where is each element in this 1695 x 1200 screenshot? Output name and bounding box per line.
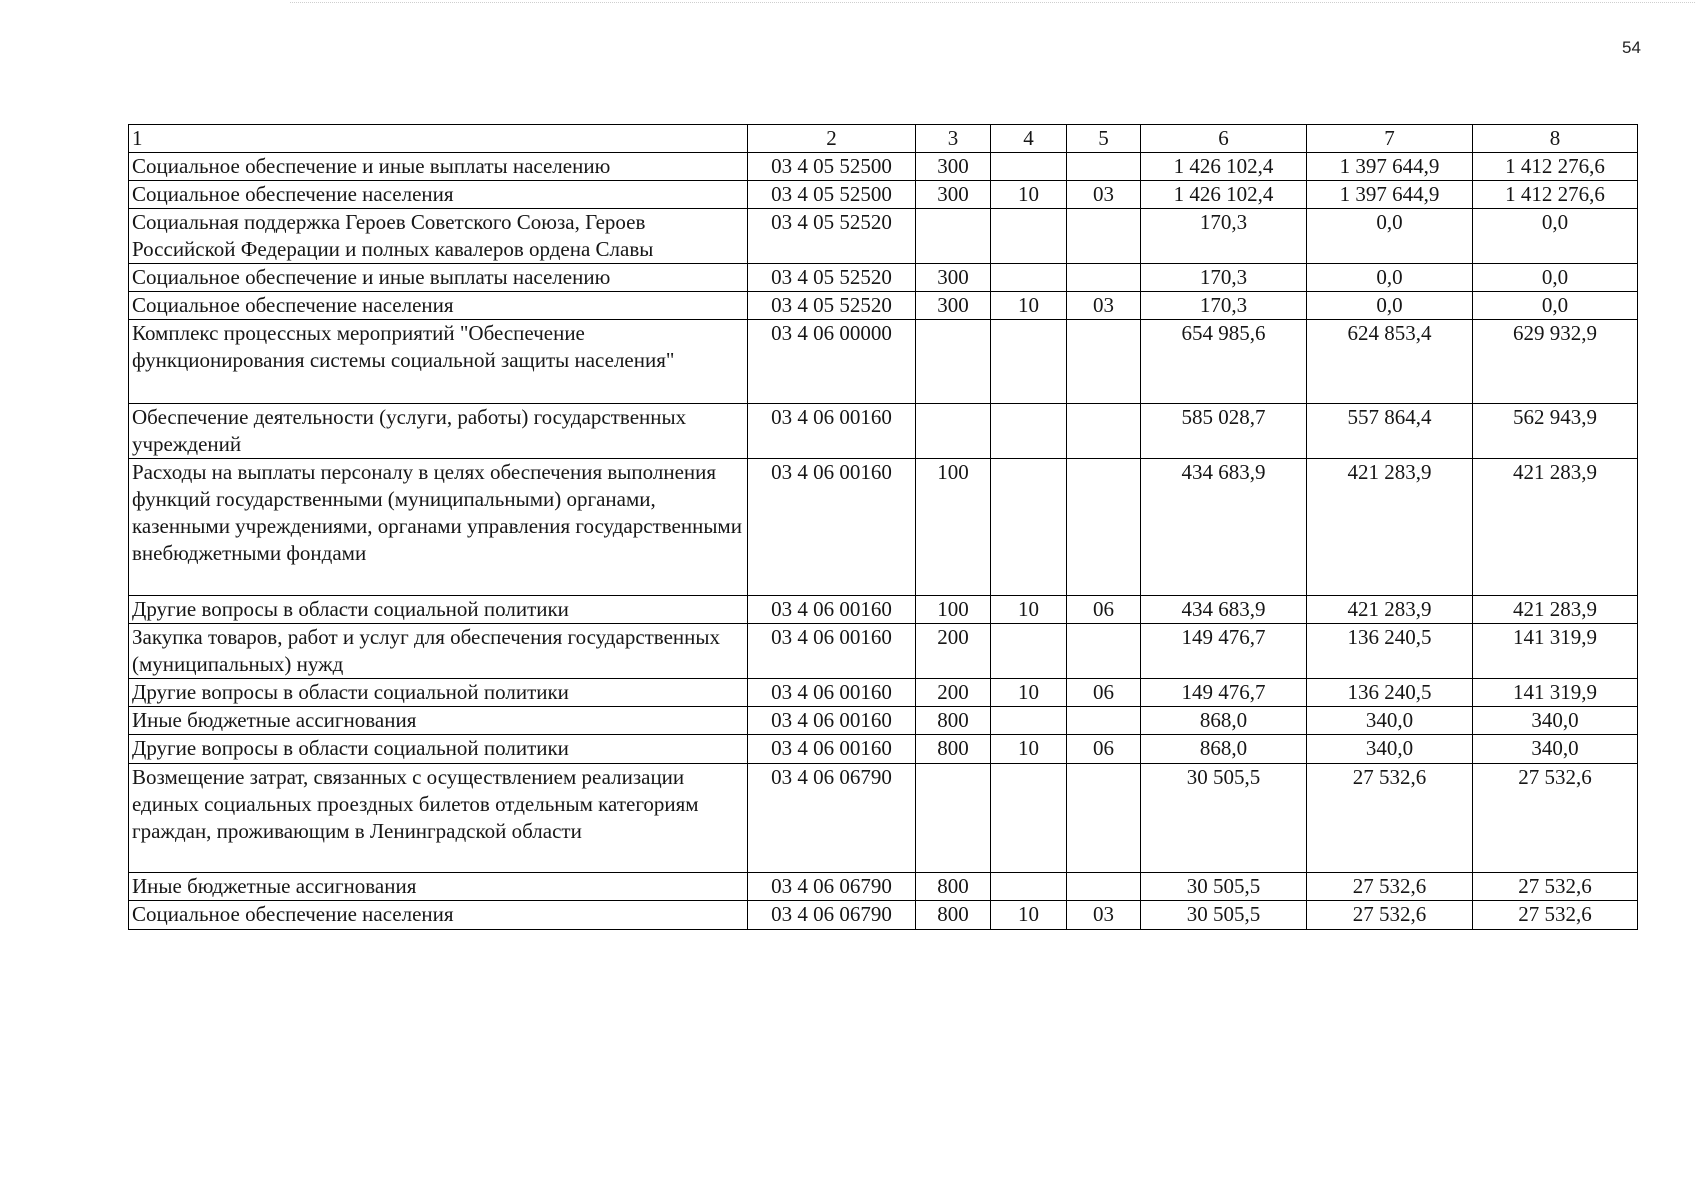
amount-cell-8: 340,0 [1473, 735, 1638, 764]
amount-cell-7: 340,0 [1307, 735, 1473, 764]
column-number: 1 [129, 125, 748, 153]
section-cell [991, 153, 1067, 181]
subsection-cell [1067, 320, 1141, 404]
amount-cell-6: 1 426 102,4 [1141, 153, 1307, 181]
table-row [129, 404, 1638, 459]
section-cell [991, 873, 1067, 901]
table-row [129, 292, 1638, 320]
subsection-cell [1067, 153, 1141, 181]
item-name-cell: Социальное обеспечение населения [129, 181, 748, 209]
target-code-cell: 03 4 05 52520 [748, 292, 916, 320]
section-cell: 10 [991, 292, 1067, 320]
target-code-cell: 03 4 05 52500 [748, 181, 916, 209]
subsection-cell [1067, 764, 1141, 873]
amount-cell-8: 27 532,6 [1473, 901, 1638, 930]
subsection-cell: 03 [1067, 181, 1141, 209]
item-name-cell: Социальное обеспечение населения [129, 901, 748, 930]
column-number: 8 [1473, 125, 1638, 153]
table-row [129, 901, 1638, 930]
amount-cell-7: 0,0 [1307, 209, 1473, 264]
target-code-cell: 03 4 06 00160 [748, 707, 916, 735]
target-code-cell: 03 4 06 06790 [748, 764, 916, 873]
section-cell [991, 404, 1067, 459]
amount-cell-7: 136 240,5 [1307, 679, 1473, 707]
expense-type-cell: 800 [916, 707, 991, 735]
section-cell [991, 459, 1067, 596]
section-cell: 10 [991, 679, 1067, 707]
amount-cell-6: 1 426 102,4 [1141, 181, 1307, 209]
item-name-cell: Другие вопросы в области социальной политики [129, 596, 748, 624]
amount-cell-6: 30 505,5 [1141, 901, 1307, 930]
amount-cell-7: 421 283,9 [1307, 459, 1473, 596]
section-cell [991, 624, 1067, 679]
subsection-cell [1067, 264, 1141, 292]
amount-cell-7: 0,0 [1307, 292, 1473, 320]
section-cell: 10 [991, 735, 1067, 764]
column-number: 7 [1307, 125, 1473, 153]
section-cell [991, 264, 1067, 292]
column-number-row [129, 125, 1638, 153]
column-number: 2 [748, 125, 916, 153]
amount-cell-8: 562 943,9 [1473, 404, 1638, 459]
target-code-cell: 03 4 05 52520 [748, 209, 916, 264]
amount-cell-7: 557 864,4 [1307, 404, 1473, 459]
amount-cell-7: 340,0 [1307, 707, 1473, 735]
item-name-cell: Социальная поддержка Героев Советского Союза, Героев Российской Федерации и полных кавалеров ордена Славы [129, 209, 748, 264]
expense-type-cell: 200 [916, 624, 991, 679]
subsection-cell: 06 [1067, 679, 1141, 707]
amount-cell-8: 629 932,9 [1473, 320, 1638, 404]
subsection-cell: 06 [1067, 735, 1141, 764]
item-name-cell: Обеспечение деятельности (услуги, работы) государственных учреждений [129, 404, 748, 459]
table-row [129, 264, 1638, 292]
expense-type-cell [916, 320, 991, 404]
table-row [129, 735, 1638, 764]
scan-artifact-line [290, 2, 1695, 3]
amount-cell-7: 421 283,9 [1307, 596, 1473, 624]
target-code-cell: 03 4 06 00160 [748, 596, 916, 624]
item-name-cell: Расходы на выплаты персоналу в целях обеспечения выполнения функций государственными (муниципальными) органами, казенными учреждениями, органами управления государственными внебюджетными фондами [129, 459, 748, 596]
amount-cell-8: 141 319,9 [1473, 624, 1638, 679]
section-cell [991, 764, 1067, 873]
table-row [129, 320, 1638, 404]
subsection-cell: 06 [1067, 596, 1141, 624]
subsection-cell: 03 [1067, 292, 1141, 320]
section-cell: 10 [991, 901, 1067, 930]
target-code-cell: 03 4 06 00160 [748, 404, 916, 459]
item-name-cell: Социальное обеспечение и иные выплаты населению [129, 264, 748, 292]
expense-type-cell: 300 [916, 292, 991, 320]
subsection-cell [1067, 624, 1141, 679]
page-number: 54 [1622, 38, 1641, 57]
expense-type-cell: 800 [916, 873, 991, 901]
table-row [129, 596, 1638, 624]
expense-type-cell: 300 [916, 181, 991, 209]
expense-type-cell: 100 [916, 459, 991, 596]
column-number: 4 [991, 125, 1067, 153]
amount-cell-8: 1 412 276,6 [1473, 153, 1638, 181]
item-name-cell: Социальное обеспечение населения [129, 292, 748, 320]
amount-cell-6: 30 505,5 [1141, 873, 1307, 901]
amount-cell-6: 170,3 [1141, 264, 1307, 292]
expense-type-cell: 200 [916, 679, 991, 707]
amount-cell-7: 27 532,6 [1307, 873, 1473, 901]
column-number: 6 [1141, 125, 1307, 153]
amount-cell-6: 30 505,5 [1141, 764, 1307, 873]
amount-cell-6: 434 683,9 [1141, 596, 1307, 624]
table-row [129, 181, 1638, 209]
budget-table-body [129, 125, 1638, 930]
item-name-cell: Возмещение затрат, связанных с осуществлением реализации единых социальных проездных билетов отдельным категориям граждан, проживающим в Ленинградской области [129, 764, 748, 873]
table-row [129, 873, 1638, 901]
amount-cell-7: 0,0 [1307, 264, 1473, 292]
section-cell: 10 [991, 181, 1067, 209]
amount-cell-6: 149 476,7 [1141, 624, 1307, 679]
target-code-cell: 03 4 06 06790 [748, 901, 916, 930]
item-name-cell: Комплекс процессных мероприятий "Обеспечение функционирования системы социальной защиты населения" [129, 320, 748, 404]
item-name-cell: Закупка товаров, работ и услуг для обеспечения государственных (муниципальных) нужд [129, 624, 748, 679]
amount-cell-8: 0,0 [1473, 292, 1638, 320]
expense-type-cell: 800 [916, 735, 991, 764]
subsection-cell: 03 [1067, 901, 1141, 930]
subsection-cell [1067, 707, 1141, 735]
table-row [129, 459, 1638, 596]
column-number: 5 [1067, 125, 1141, 153]
amount-cell-8: 27 532,6 [1473, 764, 1638, 873]
target-code-cell: 03 4 05 52520 [748, 264, 916, 292]
amount-cell-7: 1 397 644,9 [1307, 181, 1473, 209]
target-code-cell: 03 4 06 00160 [748, 459, 916, 596]
amount-cell-6: 585 028,7 [1141, 404, 1307, 459]
budget-table [128, 124, 1638, 930]
table-row [129, 707, 1638, 735]
amount-cell-6: 434 683,9 [1141, 459, 1307, 596]
expense-type-cell: 800 [916, 901, 991, 930]
item-name-cell: Социальное обеспечение и иные выплаты населению [129, 153, 748, 181]
expense-type-cell: 300 [916, 264, 991, 292]
subsection-cell [1067, 873, 1141, 901]
target-code-cell: 03 4 06 06790 [748, 873, 916, 901]
amount-cell-8: 340,0 [1473, 707, 1638, 735]
section-cell [991, 320, 1067, 404]
section-cell [991, 209, 1067, 264]
column-number: 3 [916, 125, 991, 153]
target-code-cell: 03 4 06 00000 [748, 320, 916, 404]
amount-cell-6: 170,3 [1141, 292, 1307, 320]
amount-cell-8: 141 319,9 [1473, 679, 1638, 707]
amount-cell-6: 868,0 [1141, 735, 1307, 764]
subsection-cell [1067, 404, 1141, 459]
target-code-cell: 03 4 05 52500 [748, 153, 916, 181]
item-name-cell: Иные бюджетные ассигнования [129, 873, 748, 901]
amount-cell-7: 1 397 644,9 [1307, 153, 1473, 181]
amount-cell-6: 170,3 [1141, 209, 1307, 264]
amount-cell-6: 149 476,7 [1141, 679, 1307, 707]
expense-type-cell: 300 [916, 153, 991, 181]
amount-cell-7: 136 240,5 [1307, 624, 1473, 679]
amount-cell-8: 421 283,9 [1473, 459, 1638, 596]
amount-cell-6: 868,0 [1141, 707, 1307, 735]
table-row [129, 153, 1638, 181]
amount-cell-7: 27 532,6 [1307, 901, 1473, 930]
expense-type-cell [916, 404, 991, 459]
amount-cell-8: 27 532,6 [1473, 873, 1638, 901]
target-code-cell: 03 4 06 00160 [748, 624, 916, 679]
amount-cell-7: 27 532,6 [1307, 764, 1473, 873]
amount-cell-7: 624 853,4 [1307, 320, 1473, 404]
target-code-cell: 03 4 06 00160 [748, 735, 916, 764]
amount-cell-8: 421 283,9 [1473, 596, 1638, 624]
amount-cell-8: 0,0 [1473, 209, 1638, 264]
table-row [129, 679, 1638, 707]
section-cell [991, 707, 1067, 735]
section-cell: 10 [991, 596, 1067, 624]
subsection-cell [1067, 459, 1141, 596]
amount-cell-8: 1 412 276,6 [1473, 181, 1638, 209]
table-row [129, 209, 1638, 264]
target-code-cell: 03 4 06 00160 [748, 679, 916, 707]
expense-type-cell [916, 764, 991, 873]
subsection-cell [1067, 209, 1141, 264]
amount-cell-6: 654 985,6 [1141, 320, 1307, 404]
expense-type-cell [916, 209, 991, 264]
item-name-cell: Другие вопросы в области социальной политики [129, 679, 748, 707]
amount-cell-8: 0,0 [1473, 264, 1638, 292]
item-name-cell: Другие вопросы в области социальной политики [129, 735, 748, 764]
expense-type-cell: 100 [916, 596, 991, 624]
table-row [129, 624, 1638, 679]
item-name-cell: Иные бюджетные ассигнования [129, 707, 748, 735]
table-row [129, 764, 1638, 873]
